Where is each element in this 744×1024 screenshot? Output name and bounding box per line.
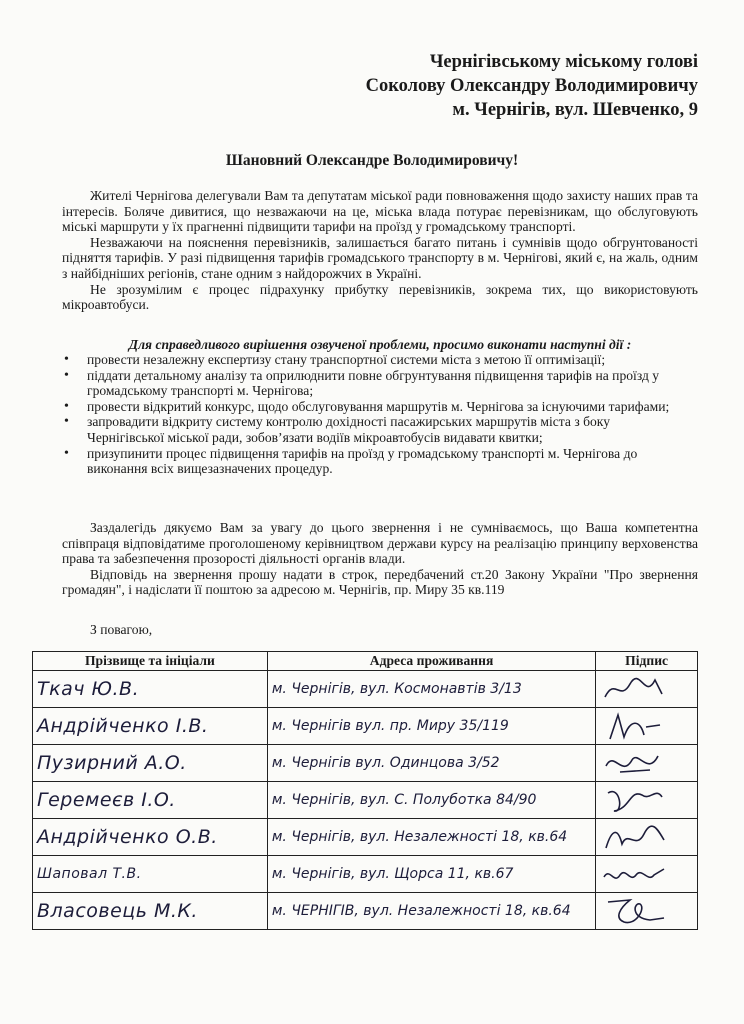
body-paragraph-3: Не зрозумілим є процес підрахунку прибутку перевізників, зокрема тих, що використовують мікроавтобуси. bbox=[62, 281, 698, 313]
addressee-line-2: Соколову Олександру Володимировичу bbox=[365, 76, 698, 96]
signatures-table bbox=[32, 651, 698, 930]
header-signature: Підпис bbox=[596, 652, 698, 671]
table-row bbox=[33, 745, 698, 782]
signer-address: м. Чернігів, вул. С. Полуботка 84/90 bbox=[267, 782, 595, 819]
salutation: Шановний Олександре Володимировичу! bbox=[225, 152, 519, 169]
handwritten-signature bbox=[596, 782, 698, 819]
signer-address: м. Чернігів вул. пр. Миру 35/119 bbox=[267, 708, 595, 745]
signer-name: Андрійченко О.В. bbox=[33, 819, 268, 856]
regards-line: З повагою, bbox=[90, 622, 153, 637]
header-name: Прізвище та ініціали bbox=[33, 652, 268, 671]
signer-address: м. ЧЕРНІГІВ, вул. Незалежності 18, кв.64 bbox=[267, 893, 595, 930]
body-paragraph-2: Незважаючи на пояснення перевізників, залишається багато питань і сумнівів щодо обгрунтованості підняття тарифів. У разі підвищення тарифів громадського транспорту в м. Чернігові, який є, на жаль, одним з найбідніших регіонів, стане одним з найдорожчих в Україні. bbox=[62, 234, 698, 281]
signer-name: Шаповал Т.В. bbox=[33, 856, 268, 893]
addressee-block bbox=[366, 50, 698, 122]
body-paragraph-1: Жителі Чернігова делегували Вам та депутатам міської ради повноваження щодо захисту наших прав та інтересів. Боляче дивитися, що незважаючи на це, міська влада потурає перевізникам, що обслуговують міські маршрути у їх прагненні підвищити тарифи на проїзд у громадському транспорті. bbox=[62, 188, 698, 235]
addressee-line-1: Чернігівському міському голові bbox=[429, 52, 698, 72]
signer-address: м. Чернігів вул. Одинцова 3/52 bbox=[267, 745, 595, 782]
signer-address: м. Чернігів, вул. Космонавтів 3/13 bbox=[267, 671, 595, 708]
closing-block bbox=[62, 520, 698, 598]
table-row bbox=[33, 819, 698, 856]
handwritten-signature bbox=[596, 856, 698, 893]
table-row bbox=[33, 671, 698, 708]
signer-name: Власовець М.К. bbox=[33, 893, 268, 930]
table-row bbox=[33, 708, 698, 745]
signer-address: м. Чернігів, вул. Щорса 11, кв.67 bbox=[267, 856, 595, 893]
list-item: • провести відкритий конкурс, щодо обслуговування маршрутів м. Чернігова за існуючими тарифами; bbox=[62, 399, 682, 415]
table-header-row bbox=[33, 652, 698, 671]
header-address: Адреса проживання bbox=[267, 652, 595, 671]
list-item: • запровадити відкриту систему контролю дохідності пасажирських маршрутів міста з боку Чернігівської міської ради, зобов’язати водіїв мікроавтобусів видавати квитки; bbox=[62, 414, 682, 445]
signer-name: Ткач Ю.В. bbox=[33, 671, 268, 708]
signer-name: Пузирний А.О. bbox=[33, 745, 268, 782]
table-row bbox=[33, 856, 698, 893]
list-item: • призупинити процес підвищення тарифів на проїзд у громадському транспорті м. Чернігова до виконання всіх вищезазначених процедур. bbox=[62, 446, 682, 477]
handwritten-signature bbox=[596, 708, 698, 745]
signer-name: Андрійченко І.В. bbox=[33, 708, 268, 745]
letter-body bbox=[62, 188, 698, 313]
addressee-line-3: м. Чернігів, вул. Шевченко, 9 bbox=[452, 100, 698, 120]
requests-title: Для справедливого вирішення озвученої проблеми, просимо виконати наступні дії : bbox=[128, 337, 632, 352]
table-row bbox=[33, 782, 698, 819]
handwritten-signature bbox=[596, 819, 698, 856]
closing-paragraph-1: Заздалегідь дякуємо Вам за увагу до цього звернення і не сумніваємось, що Ваша компетентна співпраця відповідатиме проголошеному керівництвом держави курсу на реалізацію принципу верховенства права та забезпечення прозорості діяльності органів влади. bbox=[62, 520, 698, 567]
closing-paragraph-2: Відповідь на звернення прошу надати в строк, передбачений ст.20 Закону України "Про звернення громадян", і надіслати її поштою за адресою м. Чернігів, пр. Миру 35 кв.119 bbox=[62, 566, 698, 598]
list-item: • провести незалежну експертизу стану транспортної системи міста з метою її оптимізації; bbox=[62, 352, 682, 368]
table-row bbox=[33, 893, 698, 930]
handwritten-signature bbox=[596, 745, 698, 782]
list-item: • піддати детальному аналізу та оприлюднити повне обгрунтування підвищення тарифів на проїзд у громадському транспорті м. Чернігова; bbox=[62, 368, 682, 399]
signer-address: м. Чернігів, вул. Незалежності 18, кв.64 bbox=[267, 819, 595, 856]
handwritten-signature bbox=[596, 893, 698, 930]
handwritten-signature bbox=[596, 671, 698, 708]
requests-list bbox=[62, 352, 682, 477]
signer-name: Геремеєв І.О. bbox=[33, 782, 268, 819]
